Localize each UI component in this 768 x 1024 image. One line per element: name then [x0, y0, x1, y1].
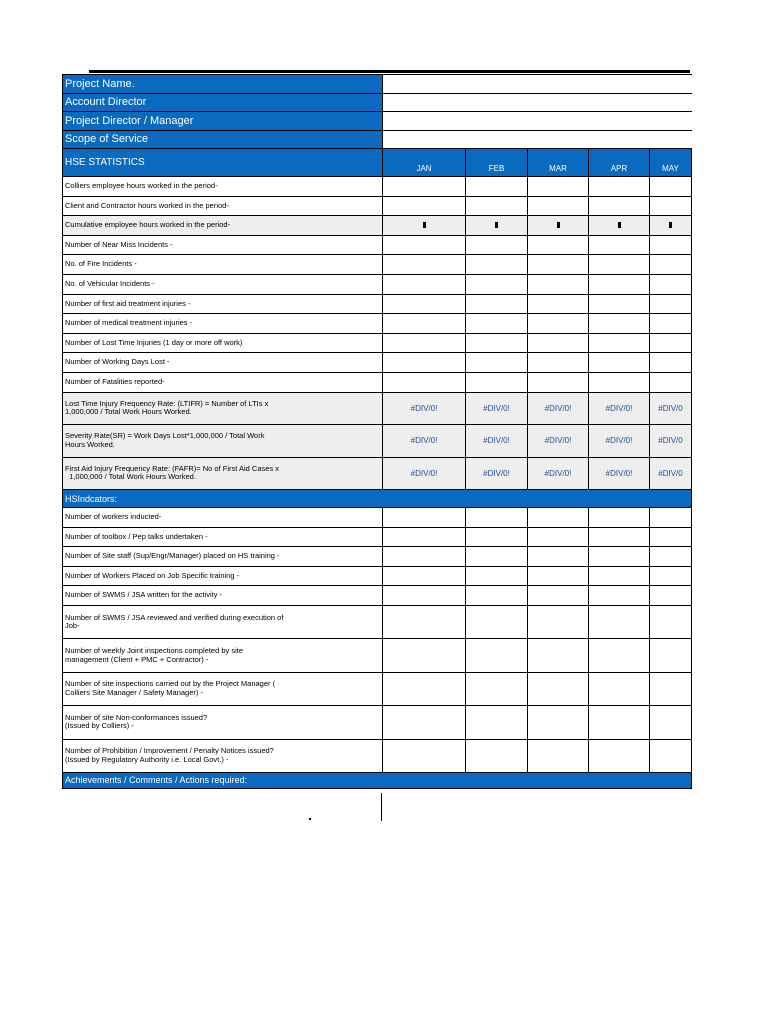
stats-cell[interactable] [383, 235, 466, 255]
div-error-cell: #DIV/0! [589, 457, 650, 490]
hse-statistics-title: HSE STATISTICS [63, 149, 383, 177]
indicator-cell[interactable] [528, 586, 589, 606]
indicator-cell[interactable] [589, 586, 650, 606]
indicator-row [63, 547, 692, 567]
stats-cell[interactable] [528, 274, 589, 294]
indicator-row-label [63, 706, 383, 739]
indicator-label-line2: management (Client + PMC + Contractor) - [65, 654, 209, 664]
stats-cell[interactable] [466, 177, 528, 197]
indicator-cell[interactable] [589, 508, 650, 528]
footer-divider [381, 793, 382, 821]
indicator-cell[interactable] [528, 706, 589, 739]
div-error-cell: #DIV/0 [650, 392, 692, 425]
stats-cell[interactable] [528, 353, 589, 373]
indicator-row [63, 672, 692, 705]
rate-row [63, 392, 692, 425]
rate-row-label [63, 392, 383, 425]
indicator-label-line1: Number of Workers Placed on Job Specific training - [65, 570, 240, 580]
indicator-row-label [63, 566, 383, 586]
div-error-cell: #DIV/0! [466, 425, 528, 458]
stats-row [63, 294, 692, 314]
stats-cell[interactable] [466, 235, 528, 255]
indicator-cell[interactable] [589, 672, 650, 705]
indicator-row [63, 706, 692, 739]
indicator-cell[interactable] [589, 739, 650, 772]
stats-cell[interactable] [528, 255, 589, 275]
header-value-field[interactable] [383, 112, 692, 131]
div-error-cell: #DIV/0! [383, 425, 466, 458]
stats-cell[interactable] [528, 294, 589, 314]
stats-cell[interactable] [650, 274, 692, 294]
indicator-label-line1: Number of site inspections carried out by the Project Manager ( [65, 679, 276, 689]
stray-dot [309, 818, 311, 820]
indicator-cell[interactable] [650, 739, 692, 772]
stats-cell[interactable] [589, 314, 650, 334]
indicator-cell[interactable] [383, 566, 466, 586]
indicator-label-line2: (Issued by Regulatory Authority i.e. Local Govt.) - [65, 754, 229, 764]
header-row [63, 112, 692, 131]
stats-cell[interactable] [589, 274, 650, 294]
indicator-cell[interactable] [466, 566, 528, 586]
stats-cell[interactable] [650, 235, 692, 255]
indicator-cell[interactable] [383, 739, 466, 772]
indicator-cell[interactable] [383, 508, 466, 528]
stats-cell[interactable] [466, 196, 528, 216]
indicator-cell[interactable] [466, 606, 528, 639]
stats-cell[interactable] [466, 294, 528, 314]
stats-cell[interactable] [650, 333, 692, 353]
stats-row [63, 235, 692, 255]
stats-row [63, 177, 692, 197]
header-value-field[interactable] [383, 75, 692, 94]
indicator-cell[interactable] [650, 547, 692, 567]
stats-cell[interactable] [466, 333, 528, 353]
stats-cell[interactable] [383, 216, 466, 236]
indicator-label-line1: Number of Site staff (Sup/Engr/Manager) placed on HS training - [65, 551, 280, 561]
stats-cell[interactable] [383, 177, 466, 197]
stats-row [63, 353, 692, 373]
stats-cell[interactable] [466, 314, 528, 334]
div-error-cell: #DIV/0 [650, 457, 692, 490]
month-header-apr: APR [589, 149, 650, 177]
header-row [63, 130, 692, 149]
rate-label-line2: 1,000,000 / Total Work Hours Worked. [65, 407, 192, 417]
indicator-cell[interactable] [528, 508, 589, 528]
stats-row [63, 372, 692, 392]
stats-cell[interactable] [589, 177, 650, 197]
indicator-cell[interactable] [466, 672, 528, 705]
stats-row-label: Number of first aid treatment injuries - [63, 294, 383, 314]
stats-cell[interactable] [650, 314, 692, 334]
stats-cell[interactable] [466, 372, 528, 392]
div-error-cell: #DIV/0! [528, 425, 589, 458]
rate-label-line1: Severity Rate(SR) = Work Days Lost*1,000,000 / Total Work [65, 431, 265, 441]
stats-row-label: Cumulative employee hours worked in the period- [63, 216, 383, 236]
stats-cell[interactable] [528, 196, 589, 216]
indicator-cell[interactable] [650, 639, 692, 672]
stats-row-label: Number of medical treatment injuries - [63, 314, 383, 334]
indicators-header [63, 490, 692, 508]
stats-cell[interactable] [589, 235, 650, 255]
cell-marker-icon [495, 222, 498, 228]
stats-cell[interactable] [528, 314, 589, 334]
hse-report-sheet [62, 74, 692, 789]
indicator-row-label [63, 672, 383, 705]
header-label: Project Name. [63, 75, 383, 94]
top-rule [89, 70, 690, 73]
indicator-cell[interactable] [589, 547, 650, 567]
indicator-cell[interactable] [466, 739, 528, 772]
rate-label-line1: First Aid Injury Frequency Rate: (FAFR)= No of First Aid Cases x [65, 463, 280, 473]
div-error-cell: #DIV/0! [589, 392, 650, 425]
indicator-row-label [63, 739, 383, 772]
header-value-field[interactable] [383, 93, 692, 112]
stats-row [63, 333, 692, 353]
indicator-cell[interactable] [383, 639, 466, 672]
stats-cell[interactable] [650, 372, 692, 392]
stats-cell[interactable] [383, 294, 466, 314]
achievements-header [63, 772, 692, 788]
div-error-cell: #DIV/0! [589, 425, 650, 458]
stats-cell[interactable] [650, 196, 692, 216]
rate-row [63, 457, 692, 490]
indicator-cell[interactable] [650, 606, 692, 639]
stats-cell[interactable] [528, 235, 589, 255]
div-error-cell: #DIV/0! [528, 457, 589, 490]
stats-cell[interactable] [589, 255, 650, 275]
indicator-cell[interactable] [528, 527, 589, 547]
stats-cell[interactable] [383, 314, 466, 334]
stats-cell[interactable] [383, 372, 466, 392]
stats-row [63, 196, 692, 216]
stats-cell[interactable] [589, 196, 650, 216]
header-label: Scope of Service [63, 130, 383, 149]
rate-label-line2: Hours Worked. [65, 439, 115, 449]
month-header-jan: JAN [383, 149, 466, 177]
stats-row [63, 314, 692, 334]
indicator-cell[interactable] [528, 547, 589, 567]
indicator-cell[interactable] [650, 672, 692, 705]
indicator-cell[interactable] [466, 706, 528, 739]
indicator-cell[interactable] [650, 586, 692, 606]
indicator-row-label [63, 639, 383, 672]
stats-row-label: Colliers employee hours worked in the period- [63, 177, 383, 197]
indicator-row-label [63, 508, 383, 528]
header-label: Project Director / Manager [63, 112, 383, 131]
cell-marker-icon [557, 222, 560, 228]
div-error-cell: #DIV/0! [383, 457, 466, 490]
indicator-cell[interactable] [383, 706, 466, 739]
indicator-row [63, 606, 692, 639]
div-error-cell: #DIV/0! [528, 392, 589, 425]
stats-cell[interactable] [589, 372, 650, 392]
stats-cell[interactable] [383, 274, 466, 294]
stats-row-label: Number of Working Days Lost - [63, 353, 383, 373]
indicator-cell[interactable] [383, 606, 466, 639]
indicator-label-line1: Number of Prohibition / Improvement / Penalty Notices issued? [65, 746, 274, 756]
stats-cell[interactable] [589, 216, 650, 236]
header-value-field[interactable] [383, 130, 692, 149]
rate-row-label [63, 425, 383, 458]
stats-row-label: No. of Vehicular Incidents - [63, 274, 383, 294]
month-header-may: MAY [650, 149, 692, 177]
indicator-cell[interactable] [383, 527, 466, 547]
indicator-row [63, 566, 692, 586]
indicator-cell[interactable] [589, 606, 650, 639]
indicator-row-label [63, 527, 383, 547]
rate-label-line2: 1,000,000 / Total Work Hours Worked. [65, 472, 196, 482]
indicator-cell[interactable] [466, 547, 528, 567]
indicator-cell[interactable] [589, 566, 650, 586]
div-error-cell: #DIV/0! [466, 457, 528, 490]
stats-row [63, 274, 692, 294]
indicator-label-line1: Number of toolbox / Pep talks undertaken - [65, 531, 208, 541]
indicator-row [63, 586, 692, 606]
stats-row-label: Number of Near Miss Incidents - [63, 235, 383, 255]
indicator-cell[interactable] [589, 706, 650, 739]
header-row [63, 75, 692, 94]
indicators-title: HSIndcators: [63, 490, 692, 508]
stats-cell[interactable] [589, 353, 650, 373]
indicator-cell[interactable] [528, 739, 589, 772]
stats-row [63, 255, 692, 275]
indicator-row-label [63, 606, 383, 639]
indicator-cell[interactable] [589, 527, 650, 547]
month-header-mar: MAR [528, 149, 589, 177]
div-error-cell: #DIV/0 [650, 425, 692, 458]
month-header-feb: FEB [466, 149, 528, 177]
stats-cell[interactable] [466, 353, 528, 373]
indicator-label-line1: Number of SWMS / JSA reviewed and verified during execution of [65, 612, 284, 622]
stats-cell[interactable] [650, 255, 692, 275]
indicator-cell[interactable] [466, 586, 528, 606]
indicator-cell[interactable] [650, 508, 692, 528]
indicator-label-line1: Number of SWMS / JSA written for the activity - [65, 590, 223, 600]
indicator-label-line1: Number of site Non-conformances issued? [65, 712, 208, 722]
indicator-label-line2: Colliers Site Manager / Safety Manager) - [65, 687, 203, 697]
indicator-cell[interactable] [528, 672, 589, 705]
indicator-row-label [63, 586, 383, 606]
stats-cell[interactable] [466, 216, 528, 236]
stats-row [63, 216, 692, 236]
stats-cell[interactable] [528, 177, 589, 197]
stats-cell[interactable] [383, 353, 466, 373]
stats-cell[interactable] [589, 333, 650, 353]
indicator-row [63, 639, 692, 672]
indicator-cell[interactable] [466, 508, 528, 528]
indicator-cell[interactable] [528, 566, 589, 586]
indicator-cell[interactable] [466, 527, 528, 547]
stats-cell[interactable] [650, 353, 692, 373]
stats-cell[interactable] [589, 294, 650, 314]
stats-cell[interactable] [466, 255, 528, 275]
stats-row-label: Number of Lost Time Injuries (1 day or more off work) [63, 333, 383, 353]
cell-marker-icon [669, 222, 672, 228]
header-row [63, 93, 692, 112]
stats-cell[interactable] [383, 333, 466, 353]
stats-cell[interactable] [383, 196, 466, 216]
stats-cell[interactable] [650, 216, 692, 236]
stats-cell[interactable] [528, 333, 589, 353]
div-error-cell: #DIV/0! [466, 392, 528, 425]
indicator-row-label [63, 547, 383, 567]
achievements-title: Achievements / Comments / Actions required: [63, 772, 692, 788]
stats-cell[interactable] [650, 177, 692, 197]
stats-cell[interactable] [528, 372, 589, 392]
stats-row-label: Client and Contractor hours worked in the period- [63, 196, 383, 216]
indicator-label-line1: Number of weekly Joint inspections completed by site [65, 646, 244, 656]
rate-row-label [63, 457, 383, 490]
stats-cell[interactable] [650, 294, 692, 314]
div-error-cell: #DIV/0! [383, 392, 466, 425]
indicator-cell[interactable] [383, 547, 466, 567]
header-label: Account Director [63, 93, 383, 112]
indicator-row [63, 739, 692, 772]
indicator-cell[interactable] [650, 566, 692, 586]
cell-marker-icon [423, 222, 426, 228]
stats-cell[interactable] [528, 216, 589, 236]
stats-cell[interactable] [466, 274, 528, 294]
rate-label-line1: Lost Time Injury Frequency Rate: (LTIFR) = Number of LTIs x [65, 398, 269, 408]
indicator-label-line2: Job- [65, 621, 80, 631]
indicator-row [63, 508, 692, 528]
indicator-cell[interactable] [528, 606, 589, 639]
rate-row [63, 425, 692, 458]
stats-row-label: No. of Fire Incidents - [63, 255, 383, 275]
indicator-cell[interactable] [383, 586, 466, 606]
indicator-cell[interactable] [383, 672, 466, 705]
stats-row-label: Number of Fatalities reported- [63, 372, 383, 392]
indicator-row [63, 527, 692, 547]
hse-statistics-header [63, 149, 692, 177]
indicator-cell[interactable] [650, 706, 692, 739]
cell-marker-icon [618, 222, 621, 228]
stats-cell[interactable] [383, 255, 466, 275]
indicator-cell[interactable] [528, 639, 589, 672]
indicator-label-line1: Number of workers inducted- [65, 512, 162, 522]
indicator-cell[interactable] [650, 527, 692, 547]
indicator-label-line2: (Issued by Colliers) - [65, 721, 134, 731]
indicator-cell[interactable] [589, 639, 650, 672]
indicator-cell[interactable] [466, 639, 528, 672]
